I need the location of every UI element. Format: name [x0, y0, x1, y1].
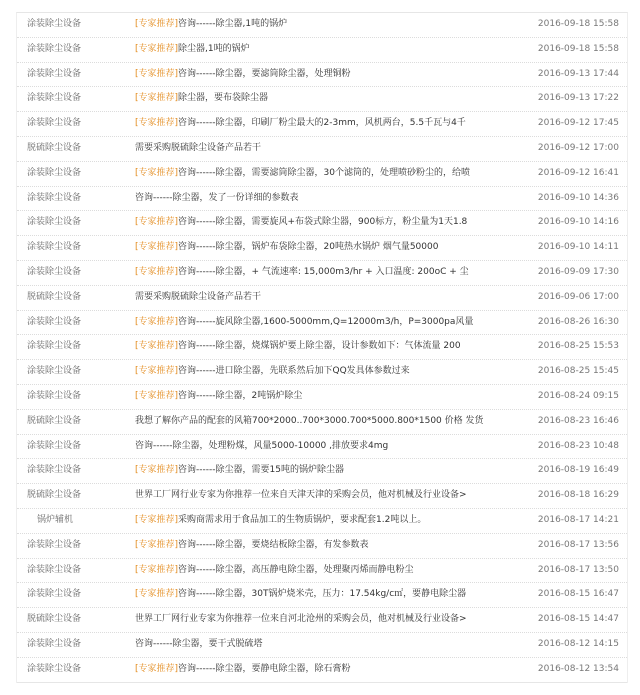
list-item[interactable] — [17, 335, 627, 360]
post-date: 2016-09-10 14:11 — [537, 242, 619, 253]
category-label[interactable]: 涂装除尘设备 — [27, 539, 82, 550]
post-date: 2016-08-19 16:49 — [537, 465, 619, 476]
list-item[interactable] — [17, 459, 627, 484]
category-label[interactable]: 锅炉辅机 — [37, 514, 74, 525]
category-label[interactable]: 涂装除尘设备 — [27, 68, 82, 79]
list-item[interactable] — [17, 13, 627, 38]
expert-recommend-tag: [专家推荐] — [135, 390, 179, 401]
category-label[interactable]: 涂装除尘设备 — [27, 663, 82, 674]
expert-recommend-tag: [专家推荐] — [135, 589, 179, 600]
post-date: 2016-09-09 17:30 — [537, 266, 619, 277]
list-item[interactable] — [17, 236, 627, 261]
inquiry-title-link[interactable] — [135, 633, 495, 657]
category-label[interactable]: 涂装除尘设备 — [27, 167, 82, 178]
inquiry-title-text: 咨询------除尘器，高压静电除尘器，处理聚丙烯而静电粉尘 — [178, 564, 414, 575]
list-item[interactable] — [17, 112, 627, 137]
post-date: 2016-08-12 14:15 — [537, 638, 619, 649]
expert-recommend-tag: [专家推荐] — [135, 514, 179, 525]
inquiry-title-link[interactable] — [135, 534, 495, 558]
category-label[interactable]: 脱硫除尘设备 — [27, 490, 82, 501]
category-label[interactable]: 涂装除尘设备 — [27, 366, 82, 377]
category-label[interactable]: 涂装除尘设备 — [27, 465, 82, 476]
list-item[interactable] — [17, 534, 627, 559]
inquiry-list — [16, 12, 628, 683]
category-label[interactable]: 涂装除尘设备 — [27, 192, 82, 203]
post-date: 2016-08-25 15:45 — [537, 366, 619, 377]
list-item[interactable] — [17, 211, 627, 236]
category-label[interactable]: 涂装除尘设备 — [27, 589, 82, 600]
category-label[interactable]: 涂装除尘设备 — [27, 242, 82, 253]
list-item[interactable] — [17, 435, 627, 460]
post-date: 2016-09-06 17:00 — [537, 291, 619, 302]
inquiry-title-text: 咨询------除尘器，需要15吨的锅炉除尘器 — [178, 465, 344, 476]
inquiry-title-text: 采购商需求用于食品加工的生物质锅炉，要求配套1.2吨以上。 — [178, 514, 427, 525]
inquiry-title-link[interactable] — [135, 38, 495, 62]
inquiry-title-text: 咨询------进口除尘器，先联系然后加下QQ发具体参数过来 — [178, 366, 410, 377]
inquiry-title-link[interactable] — [135, 459, 495, 483]
category-label[interactable]: 涂装除尘设备 — [27, 43, 82, 54]
inquiry-title-link[interactable] — [135, 211, 495, 235]
expert-recommend-tag: [专家推荐] — [135, 43, 179, 54]
inquiry-title-text: 咨询------除尘器，发了一份详细的参数表 — [135, 192, 299, 203]
expert-recommend-tag: [专家推荐] — [135, 564, 179, 575]
inquiry-title-link[interactable] — [135, 162, 495, 186]
inquiry-title-text: 咨询------除尘器，要干式脱硫塔 — [135, 638, 263, 649]
post-date: 2016-09-12 17:45 — [537, 118, 619, 129]
list-item[interactable] — [17, 261, 627, 286]
inquiry-title-link[interactable] — [135, 286, 495, 310]
inquiry-title-text: 世界工厂网行业专家为你推荐一位来自天津天津的采购会员，他对机械及行业设备> — [135, 490, 467, 501]
expert-recommend-tag: [专家推荐] — [135, 19, 179, 29]
inquiry-title-text: 世界工厂网行业专家为你推荐一位来自河北沧州的采购会员，他对机械及行业设备> — [135, 614, 467, 625]
inquiry-title-link[interactable] — [135, 112, 495, 136]
list-item[interactable] — [17, 311, 627, 336]
inquiry-title-link[interactable] — [135, 509, 495, 533]
list-item[interactable] — [17, 583, 627, 608]
inquiry-title-link[interactable] — [135, 410, 495, 434]
inquiry-title-link[interactable] — [135, 385, 495, 409]
post-date: 2016-08-17 13:56 — [537, 539, 619, 550]
list-item[interactable] — [17, 385, 627, 410]
inquiry-title-link[interactable] — [135, 63, 495, 87]
inquiry-title-text: 咨询------除尘器，30T锅炉烧米壳，压力：17.54kg/c㎡，要静电除尘器 — [178, 589, 467, 600]
post-date: 2016-09-13 17:22 — [537, 93, 619, 104]
inquiry-title-text: 除尘器,1吨的锅炉 — [178, 43, 250, 54]
category-label[interactable]: 涂装除尘设备 — [27, 638, 82, 649]
inquiry-title-text: 咨询------除尘器，+ 气流速率: 15,000m3/hr + 入口温度: 200oC + 尘 — [178, 266, 469, 277]
post-date: 2016-08-12 13:54 — [537, 663, 619, 674]
list-item[interactable] — [17, 63, 627, 88]
expert-recommend-tag: [专家推荐] — [135, 316, 179, 327]
inquiry-title-link[interactable] — [135, 335, 495, 359]
category-label[interactable]: 涂装除尘设备 — [27, 440, 82, 451]
expert-recommend-tag: [专家推荐] — [135, 341, 179, 352]
inquiry-title-link[interactable] — [135, 187, 495, 211]
category-label[interactable]: 涂装除尘设备 — [27, 19, 82, 29]
inquiry-title-text: 咨询------除尘器，需要旋风+布袋式除尘器，900标方，粉尘量为1天1.8 — [178, 217, 468, 228]
post-date: 2016-09-12 16:41 — [537, 167, 619, 178]
inquiry-title-link[interactable] — [135, 608, 495, 632]
inquiry-title-link[interactable] — [135, 360, 495, 384]
category-label[interactable]: 涂装除尘设备 — [27, 217, 82, 228]
post-date: 2016-09-18 15:58 — [537, 19, 619, 29]
post-date: 2016-08-23 16:46 — [537, 415, 619, 426]
inquiry-title-link[interactable] — [135, 583, 495, 607]
inquiry-title-link[interactable] — [135, 137, 495, 161]
post-date: 2016-08-17 14:21 — [537, 514, 619, 525]
category-label[interactable]: 涂装除尘设备 — [27, 118, 82, 129]
expert-recommend-tag: [专家推荐] — [135, 366, 179, 377]
expert-recommend-tag: [专家推荐] — [135, 539, 179, 550]
list-item[interactable] — [17, 360, 627, 385]
category-label[interactable]: 涂装除尘设备 — [27, 316, 82, 327]
inquiry-title-link[interactable] — [135, 87, 495, 111]
list-item[interactable] — [17, 559, 627, 584]
inquiry-title-text: 咨询------除尘器，需要滤筒除尘器，30个滤筒的，处理喷砂粉尘的，给喷 — [178, 167, 470, 178]
post-date: 2016-09-10 14:16 — [537, 217, 619, 228]
category-label[interactable]: 涂装除尘设备 — [27, 564, 82, 575]
category-label[interactable]: 脱硫除尘设备 — [27, 415, 82, 426]
list-item[interactable] — [17, 286, 627, 311]
inquiry-title-link[interactable] — [135, 261, 495, 285]
expert-recommend-tag: [专家推荐] — [135, 465, 179, 476]
post-date: 2016-09-18 15:58 — [537, 43, 619, 54]
inquiry-title-text: 除尘器，要布袋除尘器 — [178, 93, 269, 104]
post-date: 2016-08-18 16:29 — [537, 490, 619, 501]
post-date: 2016-08-15 16:47 — [537, 589, 619, 600]
inquiry-title-link[interactable] — [135, 435, 495, 459]
category-label[interactable]: 脱硫除尘设备 — [27, 291, 82, 302]
expert-recommend-tag: [专家推荐] — [135, 242, 179, 253]
expert-recommend-tag: [专家推荐] — [135, 68, 179, 79]
post-date: 2016-08-26 16:30 — [537, 316, 619, 327]
inquiry-title-text: 咨询------除尘器，要静电除尘器，除石膏粉 — [178, 663, 351, 674]
post-date: 2016-08-17 13:50 — [537, 564, 619, 575]
category-label[interactable]: 涂装除尘设备 — [27, 266, 82, 277]
inquiry-title-link[interactable] — [135, 559, 495, 583]
post-date: 2016-09-12 17:00 — [537, 142, 619, 153]
inquiry-title-text: 我想了解你产品的配套的风箱700*2000..700*3000.700*5000.800*1500 价格 发货 — [135, 415, 484, 426]
category-label[interactable]: 脱硫除尘设备 — [27, 142, 82, 153]
inquiry-title-text: 咨询------旋风除尘器,1600-5000mm,Q=12000m3/h，P=3000pa风量 — [178, 316, 474, 327]
post-date: 2016-08-15 14:47 — [537, 614, 619, 625]
list-item[interactable] — [17, 509, 627, 534]
inquiry-title-text: 需要采购脱硫除尘设备产品若干 — [135, 142, 262, 153]
post-date: 2016-09-10 14:36 — [537, 192, 619, 203]
inquiry-title-text: 咨询------除尘器，印刷厂粉尘最大的2-3mm，风机两台，5.5千瓦与4千 — [178, 118, 466, 129]
inquiry-title-link[interactable] — [135, 13, 495, 37]
inquiry-title-text: 咨询------除尘器，要滤筒除尘器，处理铜粉 — [178, 68, 351, 79]
list-item[interactable] — [17, 187, 627, 212]
inquiry-title-text: 咨询------除尘器，处理粉煤，风量5000-10000 ,排放要求4mg — [135, 440, 389, 451]
list-item[interactable] — [17, 608, 627, 633]
expert-recommend-tag: [专家推荐] — [135, 167, 179, 178]
list-item[interactable] — [17, 137, 627, 162]
inquiry-title-link[interactable] — [135, 484, 495, 508]
inquiry-title-text: 咨询------除尘器，烧煤锅炉要上除尘器，设计参数如下：气体流量 200 — [178, 341, 461, 352]
list-item[interactable] — [17, 633, 627, 658]
list-item[interactable] — [17, 162, 627, 187]
post-date: 2016-08-24 09:15 — [537, 390, 619, 401]
list-item[interactable] — [17, 484, 627, 509]
expert-recommend-tag: [专家推荐] — [135, 663, 179, 674]
inquiry-title-text: 咨询------除尘器,1吨的锅炉 — [178, 19, 288, 29]
inquiry-title-text: 需要采购脱硫除尘设备产品若干 — [135, 291, 262, 302]
inquiry-title-link[interactable] — [135, 311, 495, 335]
post-date: 2016-08-23 10:48 — [537, 440, 619, 451]
expert-recommend-tag: [专家推荐] — [135, 118, 179, 129]
expert-recommend-tag: [专家推荐] — [135, 266, 179, 277]
inquiry-title-text: 咨询------除尘器，要烧结板除尘器，有发参数表 — [178, 539, 369, 550]
category-label[interactable]: 涂装除尘设备 — [27, 341, 82, 352]
inquiry-title-text: 咨询------除尘器，锅炉布袋除尘器，20吨热水锅炉 烟气量50000 — [178, 242, 439, 253]
category-label[interactable]: 涂装除尘设备 — [27, 390, 82, 401]
category-label[interactable]: 涂装除尘设备 — [27, 93, 82, 104]
list-item[interactable] — [17, 87, 627, 112]
expert-recommend-tag: [专家推荐] — [135, 93, 179, 104]
list-item[interactable] — [17, 38, 627, 63]
list-item[interactable] — [17, 410, 627, 435]
category-label[interactable]: 脱硫除尘设备 — [27, 614, 82, 625]
expert-recommend-tag: [专家推荐] — [135, 217, 179, 228]
list-item[interactable] — [17, 658, 627, 683]
inquiry-title-link[interactable] — [135, 658, 495, 682]
inquiry-title-text: 咨询------除尘器，2吨锅炉除尘 — [178, 390, 303, 401]
post-date: 2016-08-25 15:53 — [537, 341, 619, 352]
post-date: 2016-09-13 17:44 — [537, 68, 619, 79]
inquiry-title-link[interactable] — [135, 236, 495, 260]
